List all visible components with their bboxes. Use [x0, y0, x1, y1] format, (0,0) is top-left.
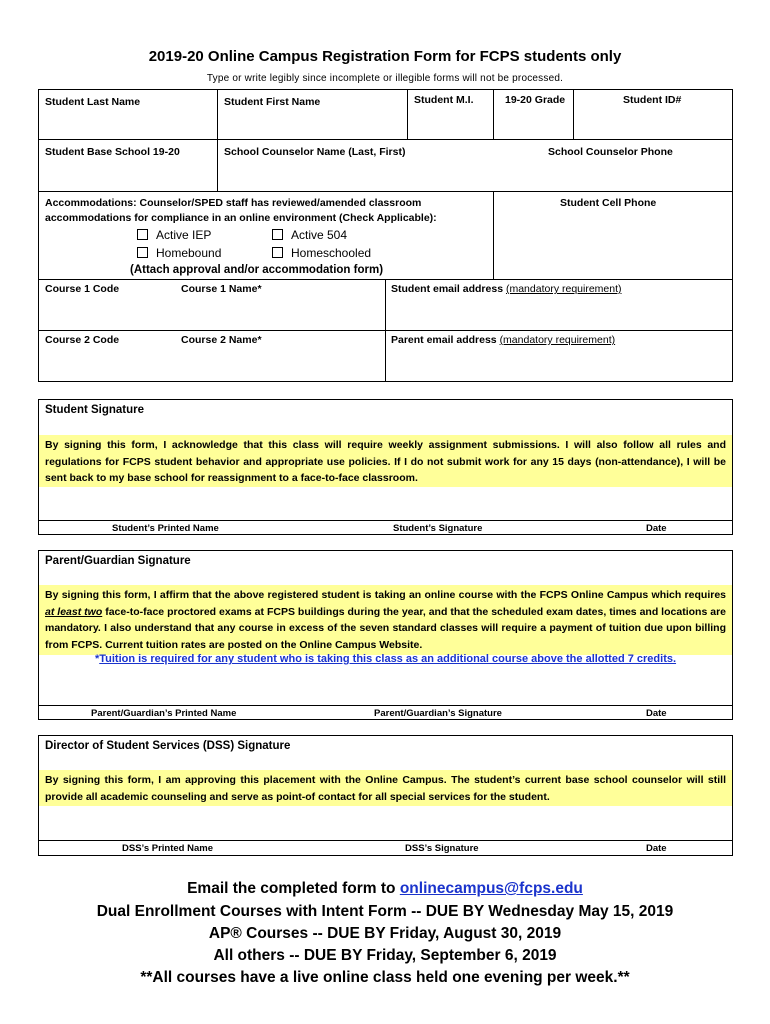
base-school-field[interactable]: Student Base School 19-20: [45, 146, 180, 158]
tuition-note[interactable]: *Tuition is required for any student who is taking this class as an additional course above the allotted 7 credits.: [94, 653, 677, 665]
student-id-field[interactable]: Student ID#: [623, 94, 682, 106]
student-email-field[interactable]: Student email address (mandatory requirement): [391, 283, 622, 295]
email-instruction: Email the completed form to onlinecampus@fcps.edu: [187, 880, 583, 897]
course2-code-field[interactable]: Course 2 Code: [45, 334, 120, 346]
student-signature-heading: Student Signature: [45, 404, 145, 416]
ap-deadline: AP® Courses -- DUE BY Friday, August 30, 2019: [208, 925, 562, 942]
dss-signature-heading: Director of Student Services (DSS) Signature: [45, 740, 291, 752]
others-deadline: All others -- DUE BY Friday, September 6, 2019: [213, 947, 557, 964]
cell-phone-field[interactable]: Student Cell Phone: [560, 197, 657, 209]
active-iep-checkbox[interactable]: Active IEP: [137, 228, 211, 242]
counselor-name-field[interactable]: School Counselor Name (Last, First): [224, 146, 406, 158]
attach-note: (Attach approval and/or accommodation form): [130, 264, 384, 276]
parent-signature-heading: Parent/Guardian Signature: [45, 555, 191, 567]
student-last-name-field[interactable]: Student Last Name: [45, 96, 141, 108]
course2-name-field[interactable]: Course 2 Name*: [181, 334, 262, 346]
dss-date-caption: Date: [646, 843, 667, 854]
course1-code-field[interactable]: Course 1 Code: [45, 283, 120, 295]
course1-name-field[interactable]: Course 1 Name*: [181, 283, 262, 295]
counselor-phone-field[interactable]: School Counselor Phone: [548, 146, 673, 158]
homebound-checkbox[interactable]: Homebound: [137, 246, 221, 260]
live-class-note: **All courses have a live online class held one evening per week.**: [140, 969, 630, 986]
parent-date-caption: Date: [646, 708, 667, 719]
active-504-checkbox[interactable]: Active 504: [272, 228, 347, 242]
parent-printed-name-caption: Parent/Guardian’s Printed Name: [91, 708, 237, 719]
checkbox-icon[interactable]: [137, 229, 148, 240]
parent-agreement-text: By signing this form, I affirm that the above registered student is taking an online course with the FCPS Online Campus which requires at least two face-to-face proctored exams at FCPS buildings during the year, and that the scheduled exam dates, times and locations are mandatory. I also understand that any course in excess of the seven standard classes will require a payment of tuition due upon billing from FCPS. Current tuition rates are posted on the Online Campus Website.: [39, 585, 732, 655]
accommodations-label-2: accommodations for compliance in an online environment (Check Applicable):: [45, 212, 437, 224]
checkbox-icon[interactable]: [137, 247, 148, 258]
parent-email-field[interactable]: Parent email address (mandatory requirement): [391, 334, 616, 346]
student-printed-name-caption: Student’s Printed Name: [112, 523, 219, 534]
email-link[interactable]: onlinecampus@fcps.edu: [399, 880, 583, 897]
dual-enrollment-deadline: Dual Enrollment Courses with Intent Form -- DUE BY Wednesday May 15, 2019: [96, 903, 674, 920]
tuition-link[interactable]: Tuition is required for any student who is taking this class as an additional course above the allotted 7 credits.: [99, 653, 677, 665]
student-agreement-text: By signing this form, I acknowledge that this class will require weekly assignment submissions. I will also follow all rules and regulations for FCPS student behavior and appropriate use policies. If I do not submit work for any 15 days (non-attendance), I will be sent back to my base school for reassignment to a face-to-face classroom.: [39, 435, 732, 487]
form-title: 2019-20 Online Campus Registration Form for FCPS students only: [148, 48, 622, 65]
dss-agreement-text: By signing this form, I am approving this placement with the Online Campus. The student’s current base school counselor will still provide all academic counseling and serve as point-of contact for all special services for the student.: [39, 770, 732, 806]
homeschooled-checkbox[interactable]: Homeschooled: [272, 246, 371, 260]
checkbox-icon[interactable]: [272, 229, 283, 240]
dss-signature-caption: DSS’s Signature: [405, 843, 479, 854]
accommodations-label: Accommodations: Counselor/SPED staff has reviewed/amended classroom: [45, 197, 422, 209]
parent-signature-caption: Parent/Guardian’s Signature: [374, 708, 502, 719]
student-first-name-field[interactable]: Student First Name: [224, 96, 321, 108]
student-signature-caption: Student’s Signature: [393, 523, 483, 534]
dss-printed-name-caption: DSS’s Printed Name: [122, 843, 213, 854]
form-instructions: Type or write legibly since incomplete or illegible forms will not be processed.: [206, 73, 564, 84]
grade-field[interactable]: 19-20 Grade: [505, 94, 566, 106]
checkbox-icon[interactable]: [272, 247, 283, 258]
student-mi-field[interactable]: Student M.I.: [414, 94, 474, 106]
student-date-caption: Date: [646, 523, 667, 534]
